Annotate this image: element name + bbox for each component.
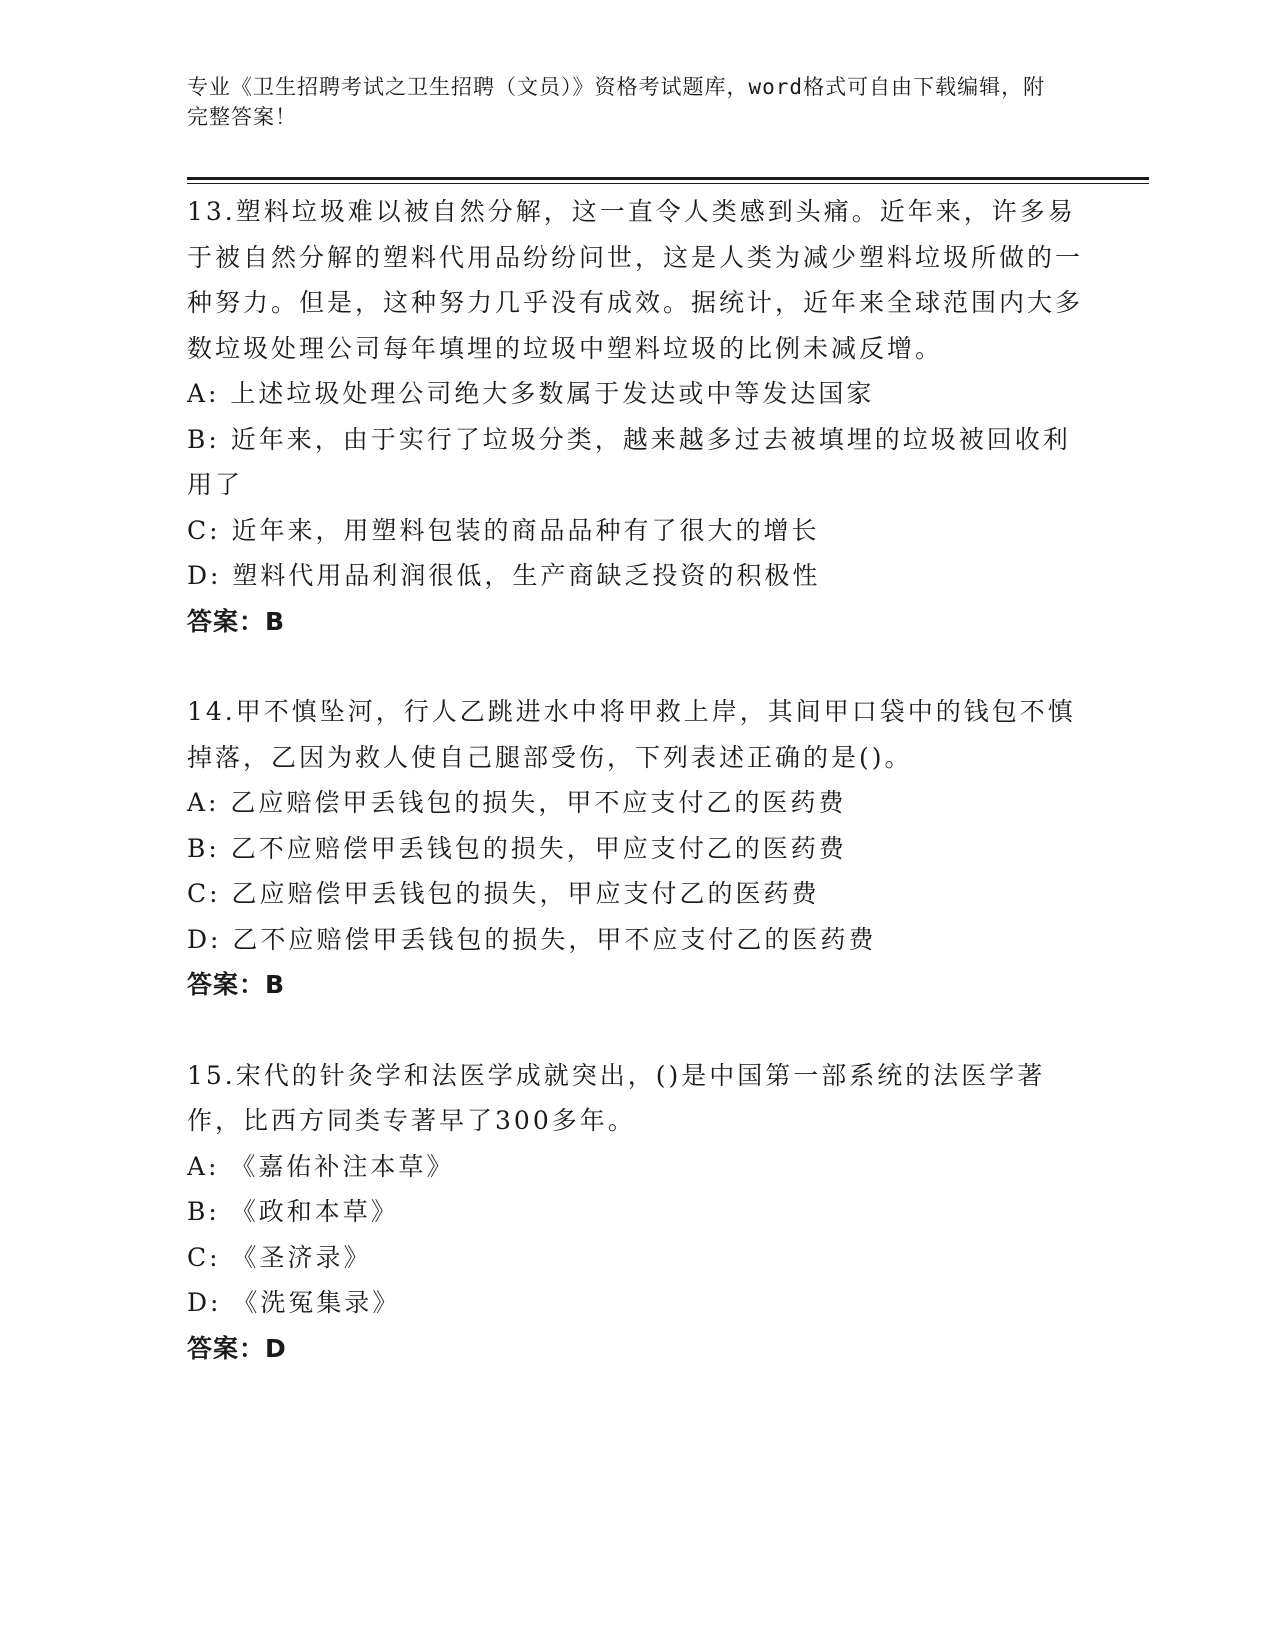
- question-list: [187, 189, 1087, 1371]
- option-c: C: 近年来，用塑料包装的商品品种有了很大的增长: [187, 515, 820, 545]
- option-a: A: 乙应赔偿甲丢钱包的损失，甲不应支付乙的医药费: [187, 788, 847, 817]
- option-d: D: 《洗冤集录》: [187, 1288, 401, 1317]
- question-spacer: [187, 644, 1087, 689]
- question-spacer: [187, 1008, 1087, 1053]
- header-divider-thick: [187, 177, 1149, 180]
- question-15: [187, 1053, 1087, 1372]
- option-a: A: 《嘉佑补注本草》: [187, 1151, 455, 1181]
- question-13: [187, 189, 1087, 644]
- option-a: A: 上述垃圾处理公司绝大多数属于发达或中等发达国家: [187, 379, 875, 408]
- option-b: B: 乙不应赔偿甲丢钱包的损失，甲应支付乙的医药费: [187, 833, 847, 863]
- answer-line: 答案：B: [187, 606, 286, 636]
- document-header: 专业《卫生招聘考试之卫生招聘（文员）》资格考试题库，word格式可自由下载编辑，附完整答案！: [187, 75, 1046, 129]
- option-d: D: 乙不应赔偿甲丢钱包的损失，甲不应支付乙的医药费: [187, 924, 877, 954]
- question-text: 15.宋代的针灸学和法医学成就突出，()是中国第一部系统的法医学著作，比西方同类专著早了300多年。: [187, 1060, 1046, 1135]
- question-text: 14.甲不慎坠河，行人乙跳进水中将甲救上岸，其间甲口袋中的钱包不慎掉落，乙因为救人使自己腿部受伤，下列表述正确的是()。: [187, 697, 1076, 772]
- question-14: [187, 689, 1087, 1008]
- option-c: C: 《圣济录》: [187, 1242, 372, 1272]
- answer-line: 答案：B: [187, 970, 286, 999]
- option-d: D: 塑料代用品利润很低，生产商缺乏投资的积极性: [187, 561, 821, 590]
- question-text: 13.塑料垃圾难以被自然分解，这一直令人类感到头痛。近年来，许多易于被自然分解的塑料代用品纷纷问世，这是人类为减少塑料垃圾所做的一种努力。但是，这种努力几乎没有成效。据统计，近年来全球范围内大多数垃圾处理公司每年填埋的垃圾中塑料垃圾的比例未减反增。: [187, 197, 1084, 363]
- option-c: C: 乙应赔偿甲丢钱包的损失，甲应支付乙的医药费: [187, 879, 820, 908]
- answer-line: 答案：D: [187, 1333, 287, 1363]
- option-b: B: 《政和本草》: [187, 1197, 399, 1226]
- option-b: B: 近年来，由于实行了垃圾分类，越来越多过去被填埋的垃圾被回收利用了: [187, 424, 1071, 499]
- header-divider-thin: [187, 183, 1149, 184]
